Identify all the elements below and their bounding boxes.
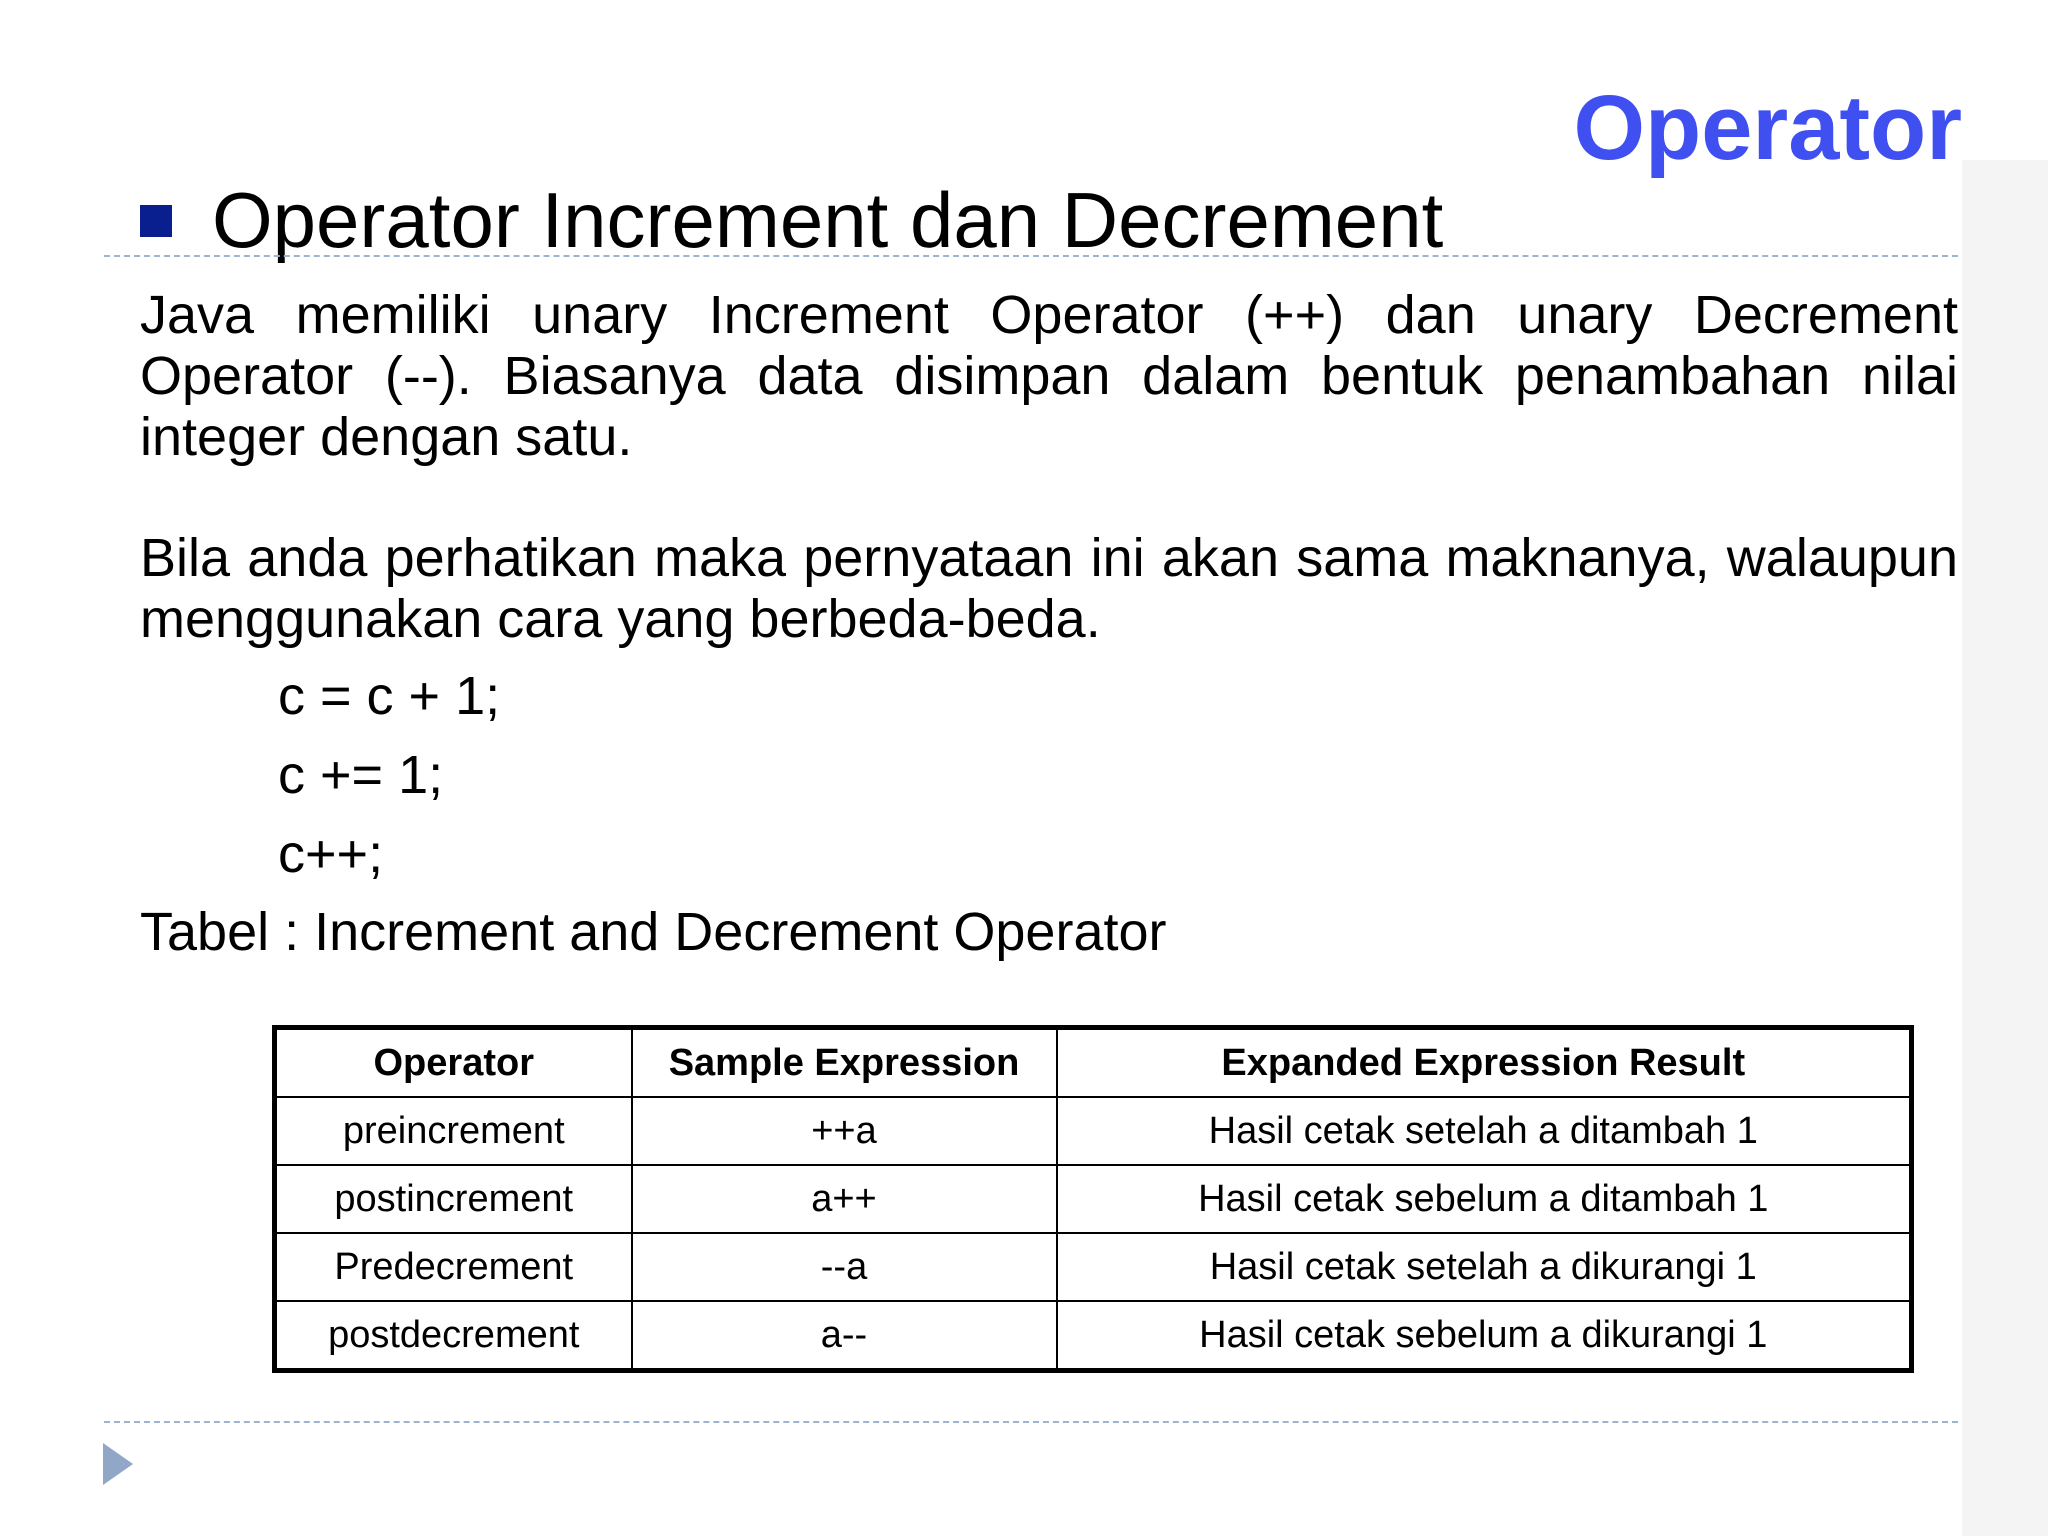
intro-paragraph: Java memiliki unary Increment Operator (++) dan unary Decrement Operator (--). Biasanya data disimpan dalam bentuk penambahan nilai integer dengan satu. xyxy=(140,285,1958,467)
bottom-divider xyxy=(104,1421,1958,1423)
table-cell: Hasil cetak setelah a dikurangi 1 xyxy=(1057,1233,1912,1301)
bullet-heading-line xyxy=(140,178,1443,264)
table-cell: preincrement xyxy=(275,1097,632,1165)
table-cell: Predecrement xyxy=(275,1233,632,1301)
header-cell: Sample Expression xyxy=(632,1028,1057,1098)
table-cell: postdecrement xyxy=(275,1301,632,1371)
table-row xyxy=(275,1233,1912,1301)
explanation-paragraph: Bila anda perhatikan maka pernyataan ini akan sama maknanya, walaupun menggunakan cara yang berbeda-beda. xyxy=(140,528,1958,649)
table-cell: Hasil cetak sebelum a ditambah 1 xyxy=(1057,1165,1912,1233)
table-cell: postincrement xyxy=(275,1165,632,1233)
table-cell: --a xyxy=(632,1233,1057,1301)
table-cell: Hasil cetak sebelum a dikurangi 1 xyxy=(1057,1301,1912,1371)
slide-title: Operator xyxy=(1573,77,1962,179)
triangle-next-icon[interactable] xyxy=(103,1443,133,1485)
table-cell: a++ xyxy=(632,1165,1057,1233)
table-cell: ++a xyxy=(632,1097,1057,1165)
code-line: c++; xyxy=(278,824,384,884)
code-line: c += 1; xyxy=(278,745,444,805)
table-row xyxy=(275,1097,1912,1165)
table-row xyxy=(275,1165,1912,1233)
operator-table xyxy=(272,1025,1914,1373)
square-bullet-icon xyxy=(140,205,172,237)
bullet-heading: Operator Increment dan Decrement xyxy=(212,176,1444,264)
top-divider xyxy=(104,255,1958,257)
code-line: c = c + 1; xyxy=(278,666,501,726)
table-cell: a-- xyxy=(632,1301,1057,1371)
table-row xyxy=(275,1301,1912,1371)
table-header-row xyxy=(275,1028,1912,1098)
table-cell: Hasil cetak setelah a ditambah 1 xyxy=(1057,1097,1912,1165)
header-cell: Operator xyxy=(275,1028,632,1098)
header-cell: Expanded Expression Result xyxy=(1057,1028,1912,1098)
table-caption: Tabel : Increment and Decrement Operator xyxy=(140,902,1167,962)
decorative-side-strip xyxy=(1962,160,2048,1536)
